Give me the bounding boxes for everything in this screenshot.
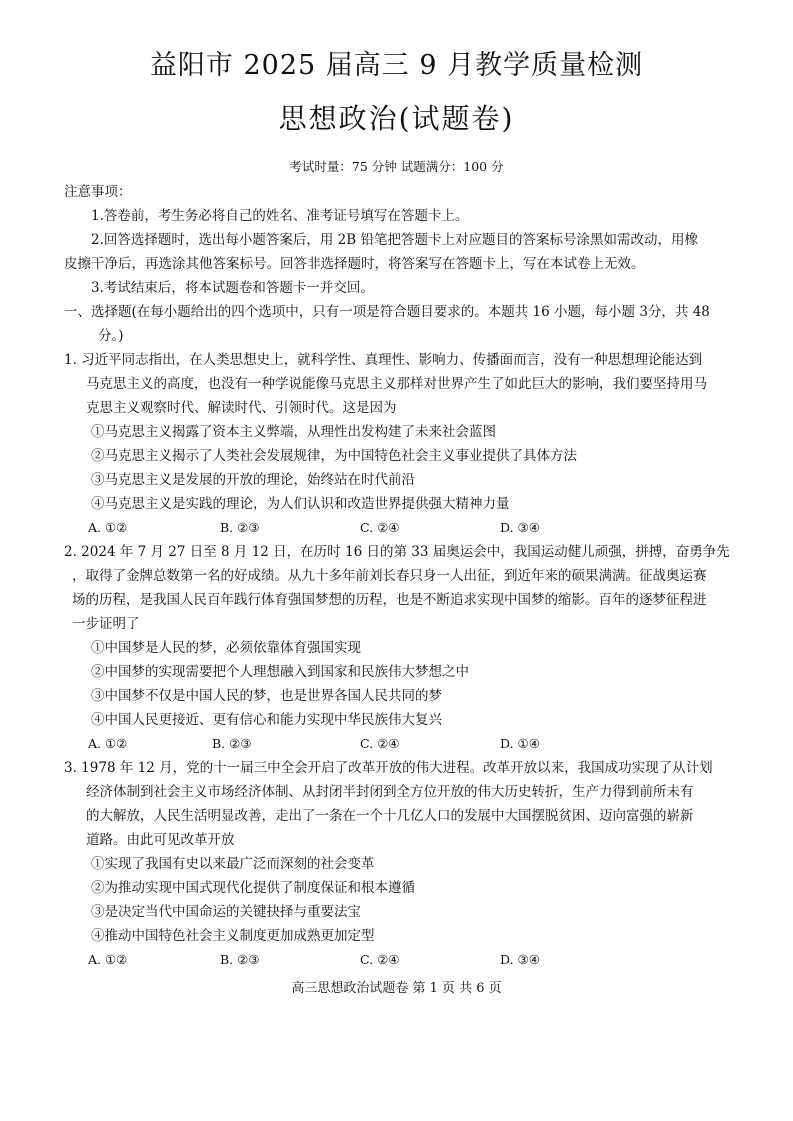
question-stem-line: 的大解放，人民生活明显改善，走出了一条在一个十几亿人口的发展中大国摆脱贫困、迈向富强的崭新 xyxy=(86,808,694,824)
exam-info: 考试时量：75 分钟 试题满分：100 分 xyxy=(289,159,504,174)
notes-item-2-line-2: 皮擦干净后，再选涂其他答案标号。回答非选择题时，将答案写在答题卡上，写在本试卷上无效。 xyxy=(64,256,645,272)
option-b[interactable]: B. ②③ xyxy=(220,520,260,535)
section-heading: 一、选择题(在每小题给出的四个选项中，只有一项是符合题目要求的。本题共 16 小题，每小题 3分，共 48 xyxy=(64,304,710,320)
question-stem-line: 1. 习近平同志指出，在人类思想史上，就科学性、真理性、影响力、传播面而言，没有一种思想理论能达到 xyxy=(64,352,703,368)
question-stem-line: 2. 2024 年 7 月 27 日至 8 月 12 日，在历时 16 日的第 33 届奥运会中，我国运动健儿顽强，拼搏，奋勇争先 xyxy=(64,544,730,560)
page-footer: 高三思想政治试题卷 第 1 页 共 6 页 xyxy=(291,981,502,996)
statement: ④马克思主义是实践的理论，为人们认识和改造世界提供强大精神力量 xyxy=(91,496,510,512)
question-stem-line: 3. 1978 年 12 月，党的十一届三中全会开启了改革开放的伟大进程。改革开放以来，我国成功实现了从计划 xyxy=(64,760,713,776)
option-a[interactable]: A. ①② xyxy=(88,736,128,751)
statement: ②马克思主义揭示了人类社会发展规律，为中国特色社会主义事业提供了具体方法 xyxy=(91,448,577,464)
notes-item-1: 1.答卷前，考生务必将自己的姓名、准考证号填写在答题卡上。 xyxy=(91,208,469,224)
statement: ④推动中国特色社会主义制度更加成熟更加定型 xyxy=(91,928,375,944)
question-stem-line: 一步证明了 xyxy=(72,616,140,632)
option-d[interactable]: D. ①④ xyxy=(500,736,540,751)
option-d[interactable]: D. ③④ xyxy=(500,952,540,967)
statement: ①中国梦是人民的梦，必须依靠体育强国实现 xyxy=(91,640,361,656)
statement: ②中国梦的实现需要把个人理想融入到国家和民族伟大梦想之中 xyxy=(91,664,469,680)
statement: ①马克思主义揭露了资本主义弊端，从理性出发构建了未来社会蓝图 xyxy=(91,424,496,440)
statement: ③是决定当代中国命运的关键抉择与重要法宝 xyxy=(91,904,361,920)
statement: ②为推动实现中国式现代化提供了制度保证和根本遵循 xyxy=(91,880,415,896)
notes-item-3: 3.考试结束后，将本试题卷和答题卡一并交回。 xyxy=(91,280,374,296)
question-stem-line: 克思主义观察时代、解读时代、引领时代。这是因为 xyxy=(86,400,397,416)
question-stem-line: 场的历程，是我国人民百年践行体育强国梦想的历程，也是不断追求实现中国梦的缩影。百年的逐梦征程进 xyxy=(72,592,707,608)
option-b[interactable]: B. ②③ xyxy=(212,736,252,751)
statement: ④中国人民更接近、更有信心和能力实现中华民族伟大复兴 xyxy=(91,712,442,728)
option-a[interactable]: A. ①② xyxy=(88,520,128,535)
statement: ①实现了我国有史以来最广泛而深刻的社会变革 xyxy=(91,856,375,872)
option-c[interactable]: C. ②④ xyxy=(360,736,400,751)
exam-title: 益阳市 2025 届高三 9 月教学质量检测 xyxy=(149,50,644,81)
notes-heading: 注意事项： xyxy=(64,184,132,200)
statement: ③中国梦不仅是中国人民的梦，也是世界各国人民共同的梦 xyxy=(91,688,442,704)
exam-subtitle: 思想政治(试题卷) xyxy=(278,102,515,135)
question-stem-line: 经济体制到社会主义市场经济体制、从封闭半封闭到全方位开放的伟大历史转折，生产力得到前所未有 xyxy=(86,784,694,800)
option-c[interactable]: C. ②④ xyxy=(360,520,400,535)
question-stem-line: ，取得了金牌总数第一名的好成绩。从九十多年前刘长春只身一人出征，到近年来的硕果满满。征战奥运赛 xyxy=(72,568,707,584)
statement: ③马克思主义是发展的开放的理论，始终站在时代前沿 xyxy=(91,472,415,488)
question-stem-line: 马克思主义的高度，也没有一种学说能像马克思主义那样对世界产生了如此巨大的影响，我们要坚持用马 xyxy=(86,376,707,392)
option-b[interactable]: B. ②③ xyxy=(220,952,260,967)
section-heading-cont: 分。) xyxy=(98,328,124,344)
option-c[interactable]: C. ②④ xyxy=(360,952,400,967)
notes-item-2-line-1: 2.回答选择题时，选出每小题答案后，用 2B 铅笔把答题卡上对应题目的答案标号涂黑如需改动，用橡 xyxy=(91,232,698,248)
question-stem-line: 道路。由此可见改革开放 xyxy=(86,832,235,848)
option-a[interactable]: A. ①② xyxy=(88,952,128,967)
option-d[interactable]: D. ③④ xyxy=(500,520,540,535)
